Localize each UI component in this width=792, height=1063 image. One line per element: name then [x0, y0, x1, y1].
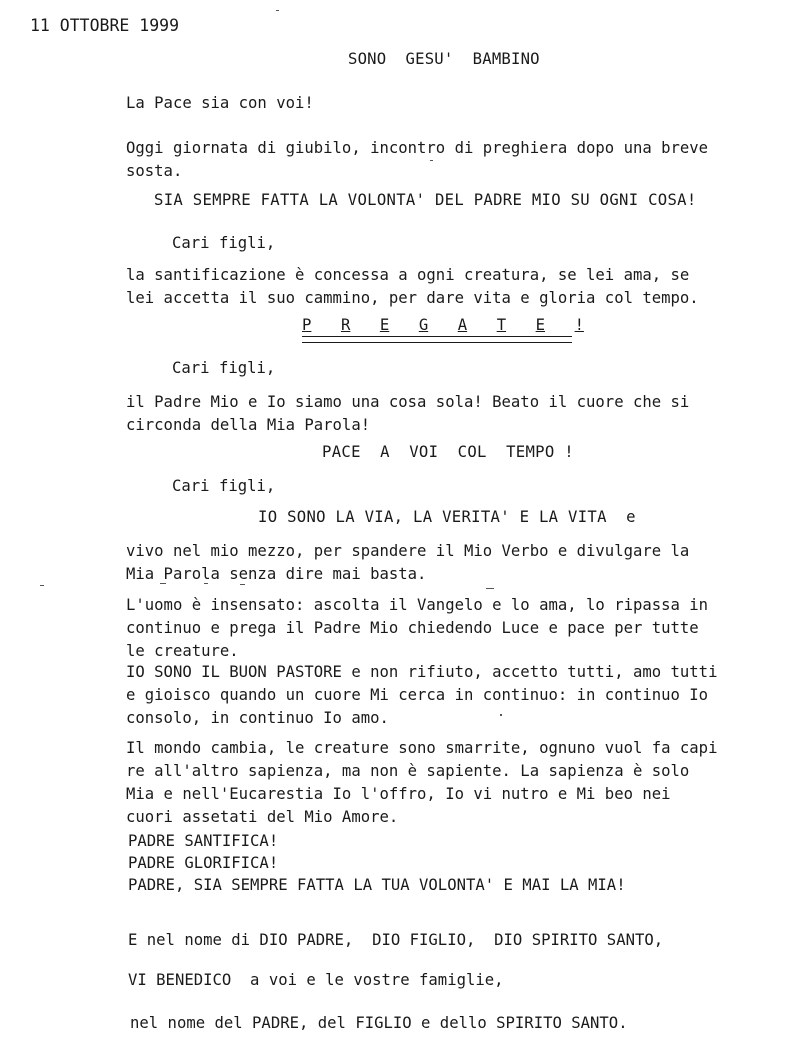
greeting: La Pace sia con voi! [126, 94, 314, 112]
pregate-letter: G [418, 316, 429, 334]
prayer-line-1: PADRE SANTIFICA! [128, 832, 279, 850]
paragraph-4: L'uomo è insensato: ascolta il Vangelo e lo ama, lo ripassa in continuo e prega il Padre Mio chiedendo Luce e pace per tutte le creature. [126, 596, 709, 660]
pregate-letter: E [379, 316, 390, 334]
paragraph-5: IO SONO IL BUON PASTORE e non rifiuto, accetto tutti, amo tutti e gioisco quando un cuore Mi cerca in continuo: in continuo Io consolo, in continuo Io amo. [126, 663, 718, 727]
document-title: SONO GESU' BAMBINO [348, 50, 540, 68]
blessing-line-1: E nel nome di DIO PADRE, DIO FIGLIO, DIO SPIRITO SANTO, [128, 931, 664, 949]
pregate-letter: A [457, 316, 468, 334]
blessing-line-2: VI BENEDICO a voi e le vostre famiglie, [128, 971, 504, 989]
prayer-line-3: PADRE, SIA SEMPRE FATTA LA TUA VOLONTA' E MAI LA MIA! [128, 876, 626, 894]
pregate-double-rule [302, 336, 572, 343]
prayer-line-2: PADRE GLORIFICA! [128, 854, 279, 872]
paragraph-2: il Padre Mio e Io siamo una cosa sola! Beato il cuore che si circonda della Mia Parola! [126, 393, 690, 434]
intro-paragraph: Oggi giornata di giubilo, incontro di preghiera dopo una breve sosta. [126, 139, 709, 180]
scan-speck [486, 588, 494, 589]
peace-line: PACE A VOI COL TEMPO ! [322, 443, 574, 461]
scan-speck [430, 160, 433, 161]
pregate-letter: R [340, 316, 351, 334]
paragraph-3: vivo nel mio mezzo, per spandere il Mio Verbo e divulgare la Mia Parola senza dire mai basta. [126, 542, 690, 583]
address-3: Cari figli, [172, 477, 276, 495]
document-date: 11 OTTOBRE 1999 [30, 16, 180, 35]
will-line: SIA SEMPRE FATTA LA VOLONTA' DEL PADRE MIO SU OGNI COSA! [154, 191, 697, 209]
address-1: Cari figli, [172, 234, 276, 252]
scan-speck [500, 714, 502, 716]
scan-speck [160, 583, 166, 584]
scan-speck [240, 584, 245, 585]
pregate-letter: P [302, 316, 312, 334]
address-2: Cari figli, [172, 359, 276, 377]
blessing-line-3: nel nome del PADRE, del FIGLIO e dello SPIRITO SANTO. [130, 1014, 628, 1032]
pregate-letter: ! [574, 316, 584, 334]
pregate-heading [302, 318, 584, 334]
scan-speck [276, 10, 279, 11]
pregate-letter: E [535, 316, 546, 334]
paragraph-1: la santificazione è concessa a ogni creatura, se lei ama, se lei accetta il suo cammino, per dare vita e gloria col tempo. [126, 266, 699, 307]
way-line: IO SONO LA VIA, LA VERITA' E LA VITA e [258, 508, 636, 526]
scan-speck [204, 583, 208, 584]
scan-speck [40, 585, 44, 586]
pregate-letter: T [496, 316, 507, 334]
paragraph-6: Il mondo cambia, le creature sono smarrite, ognuno vuol fa capi re all'altro sapienza, ma non è sapiente. La sapienza è solo Mia e nell'Eucarestia Io l'offro, Io vi nutro e Mi beo nei cuori assetati del Mio Amore. [126, 739, 718, 826]
